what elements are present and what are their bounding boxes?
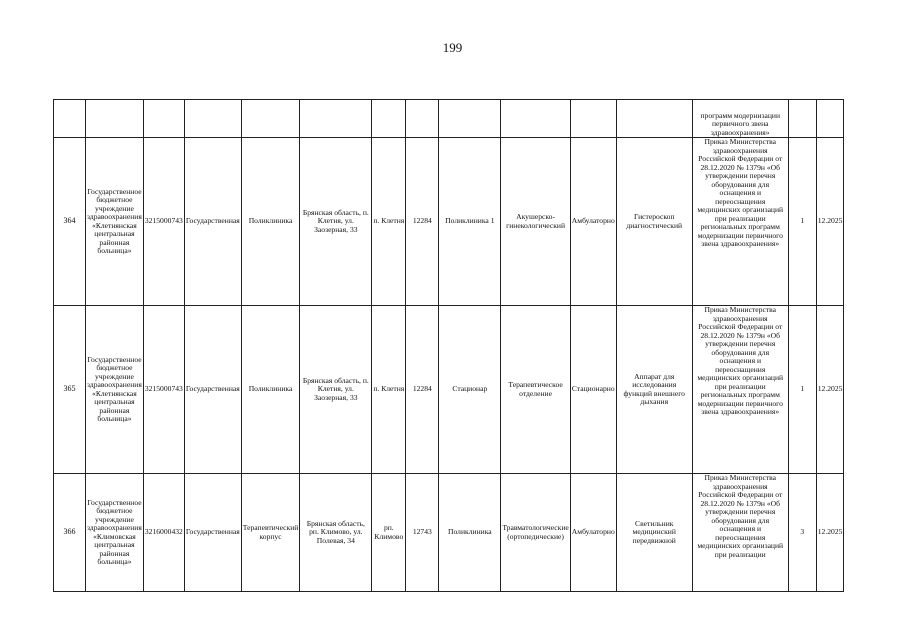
cell-care-type: Амбулаторно: [570, 474, 616, 592]
cell-department: Акушерско-гинекологический: [501, 138, 570, 306]
cell-okato: [406, 100, 439, 138]
cell-qty: 3: [788, 474, 816, 592]
equipment-table: [53, 99, 844, 592]
cell-settlement: рп. Климово: [372, 474, 406, 592]
cell-equipment: [616, 100, 692, 138]
cell-building: Поликлиника: [241, 306, 300, 474]
page-number: 199: [442, 40, 463, 55]
cell-date: 12.2025: [816, 138, 844, 306]
cell-settlement: [372, 100, 406, 138]
cell-department: Травматологические (ортопедические): [501, 474, 570, 592]
cell-care-type: [570, 100, 616, 138]
cell-date: 12.2025: [816, 474, 844, 592]
cell-no: 366: [54, 474, 86, 592]
cell-building: [241, 100, 300, 138]
cell-equipment: Гистероскоп диагностический: [616, 138, 692, 306]
cell-okato: 12284: [406, 138, 439, 306]
cell-unit: [439, 100, 501, 138]
cell-department: [501, 100, 570, 138]
cell-unit: Поликлиника: [439, 474, 501, 592]
cell-settlement: п. Клетня: [372, 138, 406, 306]
table-row: [54, 474, 844, 592]
cell-address: Брянская область, п. Клетня, ул. Заозерная, 33: [300, 306, 372, 474]
cell-building: Поликлиника: [241, 138, 300, 306]
cell-qty: 1: [788, 306, 816, 474]
cell-no: 364: [54, 138, 86, 306]
cell-building: Терапевтический корпус: [241, 474, 300, 592]
cell-institution: Государственное бюджетное учреждение здравоохранения «Климовская центральная районная больница»: [86, 474, 144, 592]
cell-institution: Государственное бюджетное учреждение здравоохранения «Клетнянская центральная районная больница»: [86, 306, 144, 474]
cell-equipment: Светильник медицинский передвижной: [616, 474, 692, 592]
cell-date: [816, 100, 844, 138]
cell-address: Брянская область, рп. Климово, ул. Полевая, 34: [300, 474, 372, 592]
cell-care-type: Стационарно: [570, 306, 616, 474]
cell-care-type: Амбулаторно: [570, 138, 616, 306]
cell-code: 3216000432: [143, 474, 184, 592]
cell-document: Приказ Министерства здравоохранения Российской Федерации от 28.12.2020 № 1379н «Об утверждении перечня оборудования для оснащения и переоснащения медицинских организаций при реализации региональных программ модернизации первичного звена здравоохранения»: [692, 138, 788, 306]
cell-address: Брянская область, п. Клетня, ул. Заозерная, 33: [300, 138, 372, 306]
cell-equipment: Аппарат для исследования функций внешнего дыхания: [616, 306, 692, 474]
cell-institution: [86, 100, 144, 138]
cell-ownership: Государственная: [184, 306, 241, 474]
cell-no: 365: [54, 306, 86, 474]
table-row: [54, 138, 844, 306]
cell-unit: Стационар: [439, 306, 501, 474]
cell-ownership: Государственная: [184, 138, 241, 306]
cell-document: Приказ Министерства здравоохранения Российской Федерации от 28.12.2020 № 1379н «Об утверждении перечня оборудования для оснащения и переоснащения медицинских организаций при реализации региональных программ модернизации первичного звена здравоохранения»: [692, 306, 788, 474]
cell-qty: 1: [788, 138, 816, 306]
table-row-continuation: [54, 100, 844, 138]
cell-ownership: Государственная: [184, 474, 241, 592]
cell-ownership: [184, 100, 241, 138]
cell-date: 12.2025: [816, 306, 844, 474]
cell-document: программ модернизации первичного звена здравоохранения»: [692, 100, 788, 138]
cell-okato: 12743: [406, 474, 439, 592]
cell-code: 3215000743: [143, 306, 184, 474]
cell-department: Терапевтическое отделение: [501, 306, 570, 474]
cell-document: Приказ Министерства здравоохранения Российской Федерации от 28.12.2020 № 1379н «Об утверждении перечня оборудования для оснащения и переоснащения медицинских организаций при реализации: [692, 474, 788, 592]
cell-address: [300, 100, 372, 138]
cell-okato: 12284: [406, 306, 439, 474]
cell-institution: Государственное бюджетное учреждение здравоохранения «Клетнянская центральная районная больница»: [86, 138, 144, 306]
cell-unit: Поликлиника 1: [439, 138, 501, 306]
cell-settlement: п. Клетня: [372, 306, 406, 474]
cell-code: [143, 100, 184, 138]
cell-qty: [788, 100, 816, 138]
table-row: [54, 306, 844, 474]
cell-code: 3215000743: [143, 138, 184, 306]
cell-no: [54, 100, 86, 138]
